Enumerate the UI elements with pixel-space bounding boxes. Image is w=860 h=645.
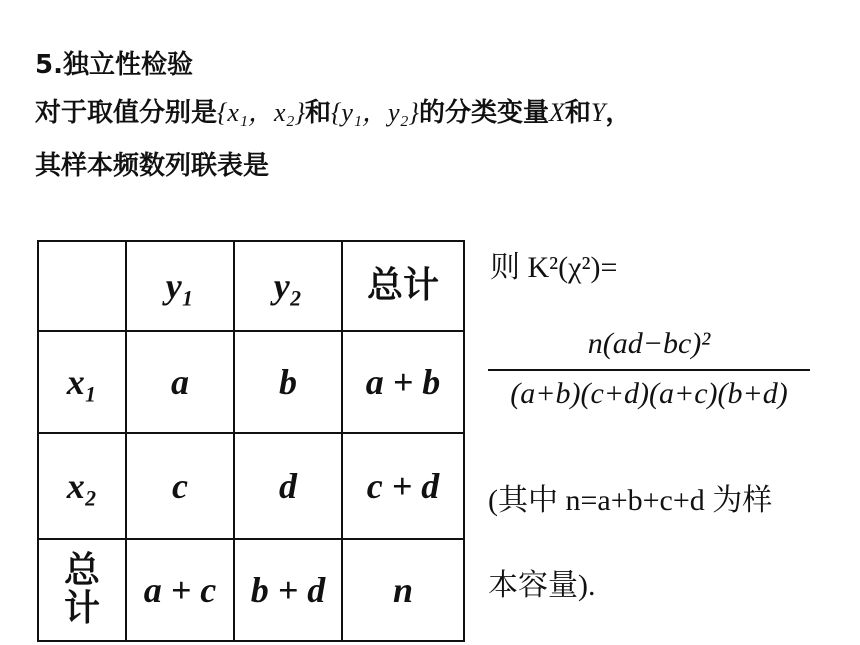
formula-lead: 则 K²(χ²)= [490,251,618,284]
table-cell: a + b [342,331,464,433]
intro-prefix: 对于取值分别是 [35,98,218,128]
header-cell-y2: y₂ [234,241,342,331]
row-label-x2: x₂ [38,433,126,539]
header-cell-total: 总计 [342,241,464,331]
fraction-numerator: n(ad−bc)² [587,327,711,360]
intro-line [35,92,631,129]
formula-note-line1: (其中 n=a+b+c+d 为样 [488,484,773,517]
variable-y: Y [590,98,606,127]
table-row [38,539,464,641]
table-cell: c [126,433,234,539]
x-value-set: {x₁，x₂} [217,98,305,127]
row-label-total: 总 计 [38,539,126,641]
section-title: 5.独立性检验 [35,50,193,80]
table-header-row [38,241,464,331]
intro-comma: ， [605,98,632,128]
table-row [38,433,464,539]
table-cell: d [234,433,342,539]
chi-square-fraction [488,327,810,411]
variable-x: X [548,98,565,127]
contingency-table [37,240,465,642]
header-cell-y1: y₁ [126,241,234,331]
table-row [38,331,464,433]
table-cell: b [234,331,342,433]
corner-cell [38,241,126,331]
formula-note-line2: 本容量). [488,569,596,602]
table-cell: n [342,539,464,641]
table-cell: a [126,331,234,433]
intro-suffix: 的分类变量 [418,98,549,128]
fraction-denominator: (a+b)(c+d)(a+c)(b+d) [510,377,788,410]
table-cell: a + c [126,539,234,641]
row-label-x1: x₁ [38,331,126,433]
table-cell: c + d [342,433,464,539]
and-text-2: 和 [564,98,591,128]
and-text-1: 和 [304,98,331,128]
table-cell: b + d [234,539,342,641]
intro-line-3: 其样本频数列联表是 [35,151,270,181]
y-value-set: {y₁，y₂} [331,98,419,127]
